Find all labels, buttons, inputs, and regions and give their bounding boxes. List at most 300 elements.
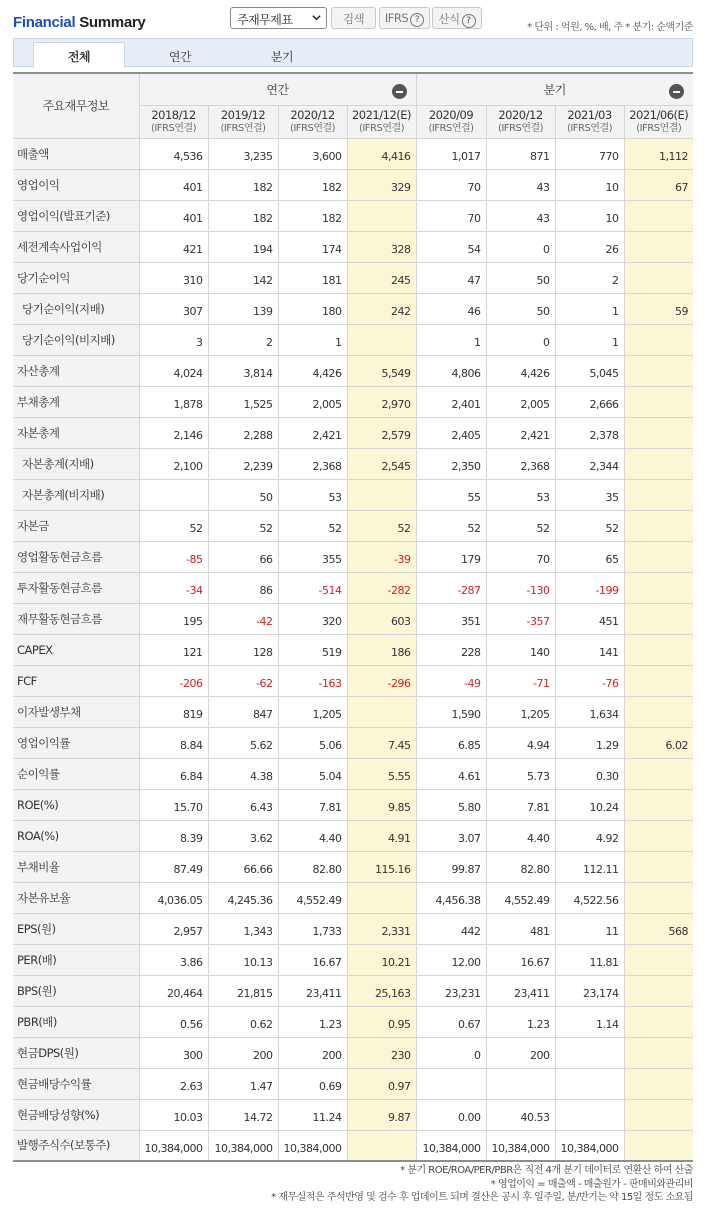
column-period: 2021/03 [567,108,612,122]
help-icon: ? [462,14,476,28]
table-cell: 3,235 [208,138,278,169]
row-label: ROE(%) [13,789,139,820]
table-cell: 242 [347,293,416,324]
table-cell: 182 [208,200,278,231]
table-cell: 451 [555,603,624,634]
table-cell: 10,384,000 [278,1130,347,1161]
table-cell: 245 [347,262,416,293]
table-cell: 3,600 [278,138,347,169]
table-cell: 2,239 [208,448,278,479]
table-cell: 200 [486,1037,555,1068]
column-period: 2020/12 [290,108,335,122]
table-cell: 26 [555,231,624,262]
table-cell: 2,344 [555,448,624,479]
column-period: 2021/06(E) [629,108,689,122]
table-cell: 3.07 [416,820,486,851]
row-label: PER(배) [13,944,139,975]
table-cell: 10.13 [208,944,278,975]
table-cell: 355 [278,541,347,572]
table-cell: 1,525 [208,386,278,417]
table-cell [624,479,693,510]
column-header [347,105,416,138]
table-cell: 35 [555,479,624,510]
table-cell: 1.23 [486,1006,555,1037]
table-cell: 10.21 [347,944,416,975]
table-cell: 2,146 [139,417,208,448]
table-cell: 2,579 [347,417,416,448]
table-cell: 4,426 [486,355,555,386]
table-cell [416,1068,486,1099]
table-cell: 5,549 [347,355,416,386]
table-cell: 568 [624,913,693,944]
table-cell: 0.67 [416,1006,486,1037]
row-label: 투자활동현금흐름 [13,572,139,603]
table-cell: 5.04 [278,758,347,789]
row-label: PBR(배) [13,1006,139,1037]
table-cell: 52 [347,510,416,541]
column-basis: (IFRS연결) [150,123,197,134]
table-cell: 2,350 [416,448,486,479]
table-cell: 10.24 [555,789,624,820]
footnote: * 영업이익 = 매출액 - 매출원가 - 판매비와관리비 [490,1178,693,1190]
table-row [13,324,693,355]
table-cell: 16.67 [278,944,347,975]
column-basis: (IFRS연결) [289,123,336,134]
table-row [13,789,693,820]
table-cell: 1,733 [278,913,347,944]
table-row [13,913,693,944]
column-basis: (IFRS연결) [497,123,544,134]
period-tab-bar [13,38,693,67]
table-row [13,541,693,572]
column-header [555,105,624,138]
row-label: ROA(%) [13,820,139,851]
annual-group-header [139,73,416,105]
table-cell [624,1099,693,1130]
table-cell: 6.85 [416,727,486,758]
table-cell: 847 [208,696,278,727]
table-cell: -199 [555,572,624,603]
quarter-group-label: 분기 [543,82,566,97]
table-cell [624,541,693,572]
row-label: 현금배당성향(%) [13,1099,139,1130]
table-cell [347,479,416,510]
table-cell: 2,957 [139,913,208,944]
table-cell: 21,815 [208,975,278,1006]
table-row [13,1099,693,1130]
table-cell: -514 [278,572,347,603]
table-cell: 2,100 [139,448,208,479]
table-cell: 10 [555,169,624,200]
table-row [13,882,693,913]
table-cell [555,1099,624,1130]
formula-button-label: 산식 [438,12,460,26]
table-cell [624,572,693,603]
table-cell: 16.67 [486,944,555,975]
table-cell: 46 [416,293,486,324]
collapse-minus-icon[interactable] [392,84,407,99]
table-cell: 2,005 [278,386,347,417]
table-cell [624,789,693,820]
ifrs-help-button[interactable] [379,7,430,29]
table-cell: 4.40 [486,820,555,851]
table-cell: 4,536 [139,138,208,169]
table-cell: 52 [555,510,624,541]
table-cell: 15.70 [139,789,208,820]
table-cell: 8.84 [139,727,208,758]
table-row [13,696,693,727]
table-cell: 1 [555,293,624,324]
table-cell: 2,421 [278,417,347,448]
table-row [13,851,693,882]
table-cell: -163 [278,665,347,696]
table-cell: 1,112 [624,138,693,169]
row-label: 매출액 [13,138,139,169]
search-button-label: 검색 [342,12,365,26]
table-row [13,758,693,789]
table-cell: 67 [624,169,693,200]
table-cell: -42 [208,603,278,634]
row-label: 영업활동현금흐름 [13,541,139,572]
column-period: 2020/12 [498,108,543,122]
table-cell: 1.23 [278,1006,347,1037]
table-cell: 4.92 [555,820,624,851]
table-cell: 86 [208,572,278,603]
table-cell: 329 [347,169,416,200]
row-label: 영업이익 [13,169,139,200]
row-label: 자본총계(지배) [13,448,139,479]
table-cell: -34 [139,572,208,603]
table-cell: 1,343 [208,913,278,944]
row-header-title: 주요재무정보 [13,73,139,138]
table-cell: 481 [486,913,555,944]
table-cell: 186 [347,634,416,665]
table-cell: 819 [139,696,208,727]
table-cell: 181 [278,262,347,293]
table-cell: 182 [208,169,278,200]
row-label: 부채비율 [13,851,139,882]
table-row [13,634,693,665]
table-row [13,200,693,231]
table-cell [347,200,416,231]
column-basis: (IFRS연결) [636,123,682,134]
table-cell: 5.62 [208,727,278,758]
table-cell: 40.53 [486,1099,555,1130]
table-cell: 12.00 [416,944,486,975]
table-cell: 0.00 [416,1099,486,1130]
table-cell: 5.73 [486,758,555,789]
table-cell: 1,634 [555,696,624,727]
table-cell: 519 [278,634,347,665]
table-cell: 5,045 [555,355,624,386]
table-row [13,820,693,851]
table-cell: 139 [208,293,278,324]
footnote: * 분기 ROE/ROA/PER/PBR은 직전 4개 분기 데이터로 연환산 하여 산출 [400,1165,693,1176]
table-cell: 2,368 [278,448,347,479]
table-cell [624,634,693,665]
table-cell: 200 [278,1037,347,1068]
table-cell: -130 [486,572,555,603]
table-cell: 401 [139,200,208,231]
table-cell: 230 [347,1037,416,1068]
table-cell: 70 [486,541,555,572]
row-label: 세전계속사업이익 [13,231,139,262]
row-label: 당기순이익(지배) [13,293,139,324]
table-cell: 194 [208,231,278,262]
formula-help-button[interactable] [432,7,482,29]
table-cell: 0.30 [555,758,624,789]
table-row [13,293,693,324]
table-cell: 228 [416,634,486,665]
table-cell: 4.91 [347,820,416,851]
row-label: 이자발생부채 [13,696,139,727]
page-title-rest: Summary [75,14,146,31]
table-cell [624,510,693,541]
table-cell: 11 [555,913,624,944]
table-cell: 23,411 [278,975,347,1006]
table-cell: 3.86 [139,944,208,975]
table-cell: 10.03 [139,1099,208,1130]
table-cell: 52 [208,510,278,541]
tab-all[interactable]: 전체 [33,42,125,68]
table-cell: 0.56 [139,1006,208,1037]
table-cell [624,1130,693,1161]
table-cell [624,975,693,1006]
table-cell: -39 [347,541,416,572]
table-cell [624,386,693,417]
table-cell [555,1037,624,1068]
table-cell [624,262,693,293]
table-cell: 50 [486,293,555,324]
table-cell: 1.29 [555,727,624,758]
table-cell: 52 [139,510,208,541]
table-cell: 4,552.49 [278,882,347,913]
table-row [13,479,693,510]
table-cell: 2,378 [555,417,624,448]
table-cell [555,1068,624,1099]
table-cell: 43 [486,169,555,200]
table-cell: 180 [278,293,347,324]
table-cell [624,1037,693,1068]
table-cell: -287 [416,572,486,603]
table-cell: 99.87 [416,851,486,882]
table-cell: 112.11 [555,851,624,882]
row-label: 영업이익률 [13,727,139,758]
statement-type-value: 주재무제표 [237,13,293,27]
column-period: 2020/09 [428,108,474,122]
table-cell: 25,163 [347,975,416,1006]
table-cell: 174 [278,231,347,262]
row-label: 현금DPS(원) [13,1037,139,1068]
table-cell [624,355,693,386]
row-label: EPS(원) [13,913,139,944]
table-row [13,665,693,696]
table-cell: 2.63 [139,1068,208,1099]
table-cell: 2,970 [347,386,416,417]
table-cell: -357 [486,603,555,634]
table-cell: -49 [416,665,486,696]
table-cell: 603 [347,603,416,634]
table-cell: 4,416 [347,138,416,169]
table-row [13,169,693,200]
table-cell: 1.47 [208,1068,278,1099]
column-period: 2021/12(E) [351,108,411,122]
page-title [13,14,145,31]
table-cell: 4.40 [278,820,347,851]
table-cell [139,479,208,510]
table-cell [624,231,693,262]
table-cell: 87.49 [139,851,208,882]
table-cell: 70 [416,200,486,231]
table-cell: 10 [555,200,624,231]
table-cell [624,820,693,851]
table-cell: 1,878 [139,386,208,417]
table-cell: 2,421 [486,417,555,448]
table-cell: 179 [416,541,486,572]
unit-note: * 단위 : 억원, %, 배, 주 * 분기: 순액기준 [527,22,693,33]
row-label: 자본총계(비지배) [13,479,139,510]
table-cell [624,758,693,789]
table-cell: 10,384,000 [555,1130,624,1161]
table-row [13,603,693,634]
row-label: FCF [13,665,139,696]
table-cell: 1,017 [416,138,486,169]
table-cell: 5.06 [278,727,347,758]
help-icon: ? [410,13,424,27]
table-cell: 5.80 [416,789,486,820]
table-cell: 4,245.36 [208,882,278,913]
financial-summary-table [13,72,693,1162]
table-cell: 421 [139,231,208,262]
table-cell: 401 [139,169,208,200]
table-cell: 43 [486,200,555,231]
ifrs-button-label: IFRS [384,11,409,25]
table-cell: 140 [486,634,555,665]
table-cell: -296 [347,665,416,696]
table-cell: 82.80 [486,851,555,882]
table-cell: 0.95 [347,1006,416,1037]
table-row [13,727,693,758]
table-cell: 2 [555,262,624,293]
table-cell [624,944,693,975]
table-cell: 4,552.49 [486,882,555,913]
table-cell [624,1068,693,1099]
table-cell: 54 [416,231,486,262]
table-cell: 1,205 [486,696,555,727]
table-row [13,355,693,386]
table-cell: 65 [555,541,624,572]
table-cell: 50 [208,479,278,510]
table-cell: -71 [486,665,555,696]
table-cell: 7.81 [278,789,347,820]
table-cell: 70 [416,169,486,200]
table-cell: 320 [278,603,347,634]
table-cell: 10,384,000 [139,1130,208,1161]
row-label: CAPEX [13,634,139,665]
column-period: 2019/12 [220,108,266,122]
page-title-bold: Financial [13,14,76,31]
row-label: 당기순이익(비지배) [13,324,139,355]
table-cell: -62 [208,665,278,696]
column-basis: (IFRS연결) [566,123,613,134]
table-cell: 351 [416,603,486,634]
table-cell [624,324,693,355]
table-cell [347,882,416,913]
table-cell: 4,806 [416,355,486,386]
table-row [13,386,693,417]
table-cell [347,1130,416,1161]
annual-group-label: 연간 [266,82,289,97]
row-label: 자본총계 [13,417,139,448]
table-cell: 0.62 [208,1006,278,1037]
row-label: 자본금 [13,510,139,541]
table-cell: 23,174 [555,975,624,1006]
table-cell: 300 [139,1037,208,1068]
table-row [13,1006,693,1037]
table-cell: 5.55 [347,758,416,789]
table-row [13,1130,693,1161]
table-cell: 59 [624,293,693,324]
table-cell: 53 [486,479,555,510]
column-header [624,105,693,138]
table-cell: 6.84 [139,758,208,789]
row-label: 현금배당수익률 [13,1068,139,1099]
table-cell: 2,666 [555,386,624,417]
table-cell [624,1006,693,1037]
table-cell: 14.72 [208,1099,278,1130]
statement-type-select[interactable] [230,7,327,29]
column-header [486,105,555,138]
row-label: 당기순이익 [13,262,139,293]
table-cell [347,696,416,727]
row-label: 영업이익(발표기준) [13,200,139,231]
table-row [13,1037,693,1068]
table-cell: 770 [555,138,624,169]
table-cell: 3.62 [208,820,278,851]
table-cell: 307 [139,293,208,324]
tab-quarterly[interactable]: 분기 [270,50,294,64]
table-cell: 2,368 [486,448,555,479]
table-cell [347,324,416,355]
search-button[interactable] [331,7,376,29]
table-cell [624,665,693,696]
column-period: 2018/12 [151,108,196,122]
table-cell: -85 [139,541,208,572]
table-cell: 20,464 [139,975,208,1006]
table-cell: 2,005 [486,386,555,417]
table-cell: 871 [486,138,555,169]
table-cell: 141 [555,634,624,665]
table-cell: 52 [278,510,347,541]
table-cell: 66.66 [208,851,278,882]
table-cell: 4.38 [208,758,278,789]
column-header [208,105,278,138]
table-cell: 0 [486,231,555,262]
table-row [13,975,693,1006]
tab-annual[interactable]: 연간 [168,50,192,64]
table-cell: 0 [486,324,555,355]
table-cell: 1 [416,324,486,355]
table-cell: 4,456.38 [416,882,486,913]
table-row [13,138,693,169]
collapse-minus-icon[interactable] [669,84,684,99]
row-label: 부채총계 [13,386,139,417]
table-cell: 8.39 [139,820,208,851]
table-row [13,417,693,448]
table-cell: 4,036.05 [139,882,208,913]
table-cell: 6.02 [624,727,693,758]
table-cell: 1 [555,324,624,355]
